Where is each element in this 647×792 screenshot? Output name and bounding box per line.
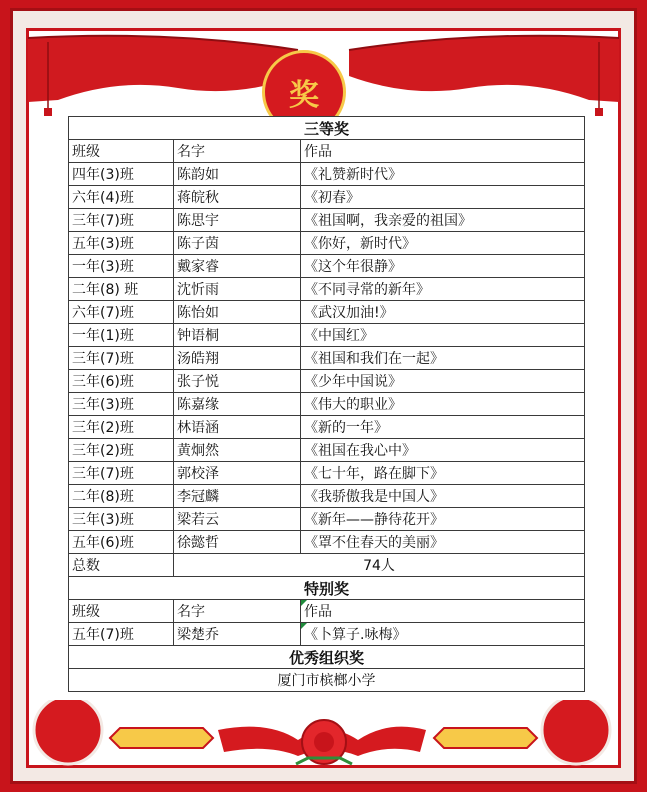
class-cell: 三年(6)班 <box>69 370 174 393</box>
table-row <box>69 623 585 646</box>
table-row <box>69 301 585 324</box>
table-row <box>69 416 585 439</box>
work-title-cell: 《卜算子.咏梅》 <box>301 623 585 646</box>
third-prize-title-row <box>69 117 585 140</box>
bottom-decoration <box>28 700 619 770</box>
table-row <box>69 370 585 393</box>
organization-prize-title: 优秀组织奖 <box>69 646 585 669</box>
class-cell: 二年(8)班 <box>69 485 174 508</box>
right-gold-banner <box>434 728 537 748</box>
student-name-cell: 林语涵 <box>174 416 301 439</box>
student-name-cell: 徐懿哲 <box>174 531 301 554</box>
student-name-cell: 陈思宇 <box>174 209 301 232</box>
total-row <box>69 554 585 577</box>
work-title-cell: 《伟大的职业》 <box>301 393 585 416</box>
work-title-cell: 《你好，新时代》 <box>301 232 585 255</box>
work-title-cell: 《少年中国说》 <box>301 370 585 393</box>
work-title-cell: 《武汉加油!》 <box>301 301 585 324</box>
student-name-cell: 梁楚乔 <box>174 623 301 646</box>
work-title-cell: 《不同寻常的新年》 <box>301 278 585 301</box>
work-title-cell: 《我骄傲我是中国人》 <box>301 485 585 508</box>
student-name-cell: 陈怡如 <box>174 301 301 324</box>
table-row <box>69 163 585 186</box>
student-name-cell: 沈忻雨 <box>174 278 301 301</box>
table-row <box>69 347 585 370</box>
work-title-cell: 《祖国在我心中》 <box>301 439 585 462</box>
work-title-cell: 《祖国啊，我亲爱的祖国》 <box>301 209 585 232</box>
table-row <box>69 485 585 508</box>
table-row <box>69 439 585 462</box>
student-name-cell: 黄炯然 <box>174 439 301 462</box>
work-title-cell: 《中国红》 <box>301 324 585 347</box>
student-name-cell: 陈韵如 <box>174 163 301 186</box>
class-cell: 五年(7)班 <box>69 623 174 646</box>
work-title-cell: 《罩不住春天的美丽》 <box>301 531 585 554</box>
student-name-cell: 钟语桐 <box>174 324 301 347</box>
class-cell: 一年(1)班 <box>69 324 174 347</box>
work-title-cell: 《这个年很静》 <box>301 255 585 278</box>
table-row <box>69 393 585 416</box>
class-cell: 三年(3)班 <box>69 393 174 416</box>
left-gold-banner <box>110 728 213 748</box>
class-cell: 二年(8) 班 <box>69 278 174 301</box>
table-row <box>69 462 585 485</box>
class-cell: 三年(7)班 <box>69 462 174 485</box>
work-title-cell: 《礼赞新时代》 <box>301 163 585 186</box>
work-title-cell: 《新的一年》 <box>301 416 585 439</box>
student-name-cell: 张子悦 <box>174 370 301 393</box>
left-red-circle <box>34 700 102 764</box>
class-cell: 三年(2)班 <box>69 416 174 439</box>
class-cell: 三年(3)班 <box>69 508 174 531</box>
header-work: 作品 <box>301 140 585 163</box>
class-cell: 三年(2)班 <box>69 439 174 462</box>
class-cell: 六年(7)班 <box>69 301 174 324</box>
table-row <box>69 531 585 554</box>
award-seal-character: 奖 <box>289 78 319 113</box>
special-prize-title-row <box>69 577 585 600</box>
class-cell: 一年(3)班 <box>69 255 174 278</box>
student-name-cell: 郭校泽 <box>174 462 301 485</box>
organization-prize-title-row <box>69 646 585 669</box>
header-name: 名字 <box>174 140 301 163</box>
total-label: 总数 <box>69 554 174 577</box>
table-row <box>69 324 585 347</box>
organization-winner: 厦门市槟榔小学 <box>69 669 585 692</box>
organization-winner-row <box>69 669 585 692</box>
class-cell: 五年(6)班 <box>69 531 174 554</box>
student-name-cell: 陈子茵 <box>174 232 301 255</box>
work-title-cell: 《初春》 <box>301 186 585 209</box>
third-prize-title: 三等奖 <box>69 117 585 140</box>
student-name-cell: 梁若云 <box>174 508 301 531</box>
student-name-cell: 汤皓翔 <box>174 347 301 370</box>
total-value: 74人 <box>174 554 585 577</box>
work-title-cell: 《祖国和我们在一起》 <box>301 347 585 370</box>
special-prize-title: 特别奖 <box>69 577 585 600</box>
table-row <box>69 209 585 232</box>
special-prize-header <box>69 600 585 623</box>
table-row <box>69 278 585 301</box>
table-row <box>69 508 585 531</box>
table-row <box>69 232 585 255</box>
award-table <box>68 116 585 692</box>
table-row <box>69 255 585 278</box>
work-title-cell: 《新年——静待花开》 <box>301 508 585 531</box>
class-cell: 三年(7)班 <box>69 209 174 232</box>
right-red-circle <box>542 700 610 764</box>
third-prize-header <box>69 140 585 163</box>
student-name-cell: 戴家睿 <box>174 255 301 278</box>
header-class: 班级 <box>69 600 174 623</box>
student-name-cell: 陈嘉缘 <box>174 393 301 416</box>
table-row <box>69 186 585 209</box>
student-name-cell: 蒋皖秋 <box>174 186 301 209</box>
student-name-cell: 李冠麟 <box>174 485 301 508</box>
class-cell: 四年(3)班 <box>69 163 174 186</box>
work-title-cell: 《七十年，路在脚下》 <box>301 462 585 485</box>
header-work: 作品 <box>301 600 585 623</box>
class-cell: 五年(3)班 <box>69 232 174 255</box>
header-name: 名字 <box>174 600 301 623</box>
header-class: 班级 <box>69 140 174 163</box>
class-cell: 三年(7)班 <box>69 347 174 370</box>
class-cell: 六年(4)班 <box>69 186 174 209</box>
